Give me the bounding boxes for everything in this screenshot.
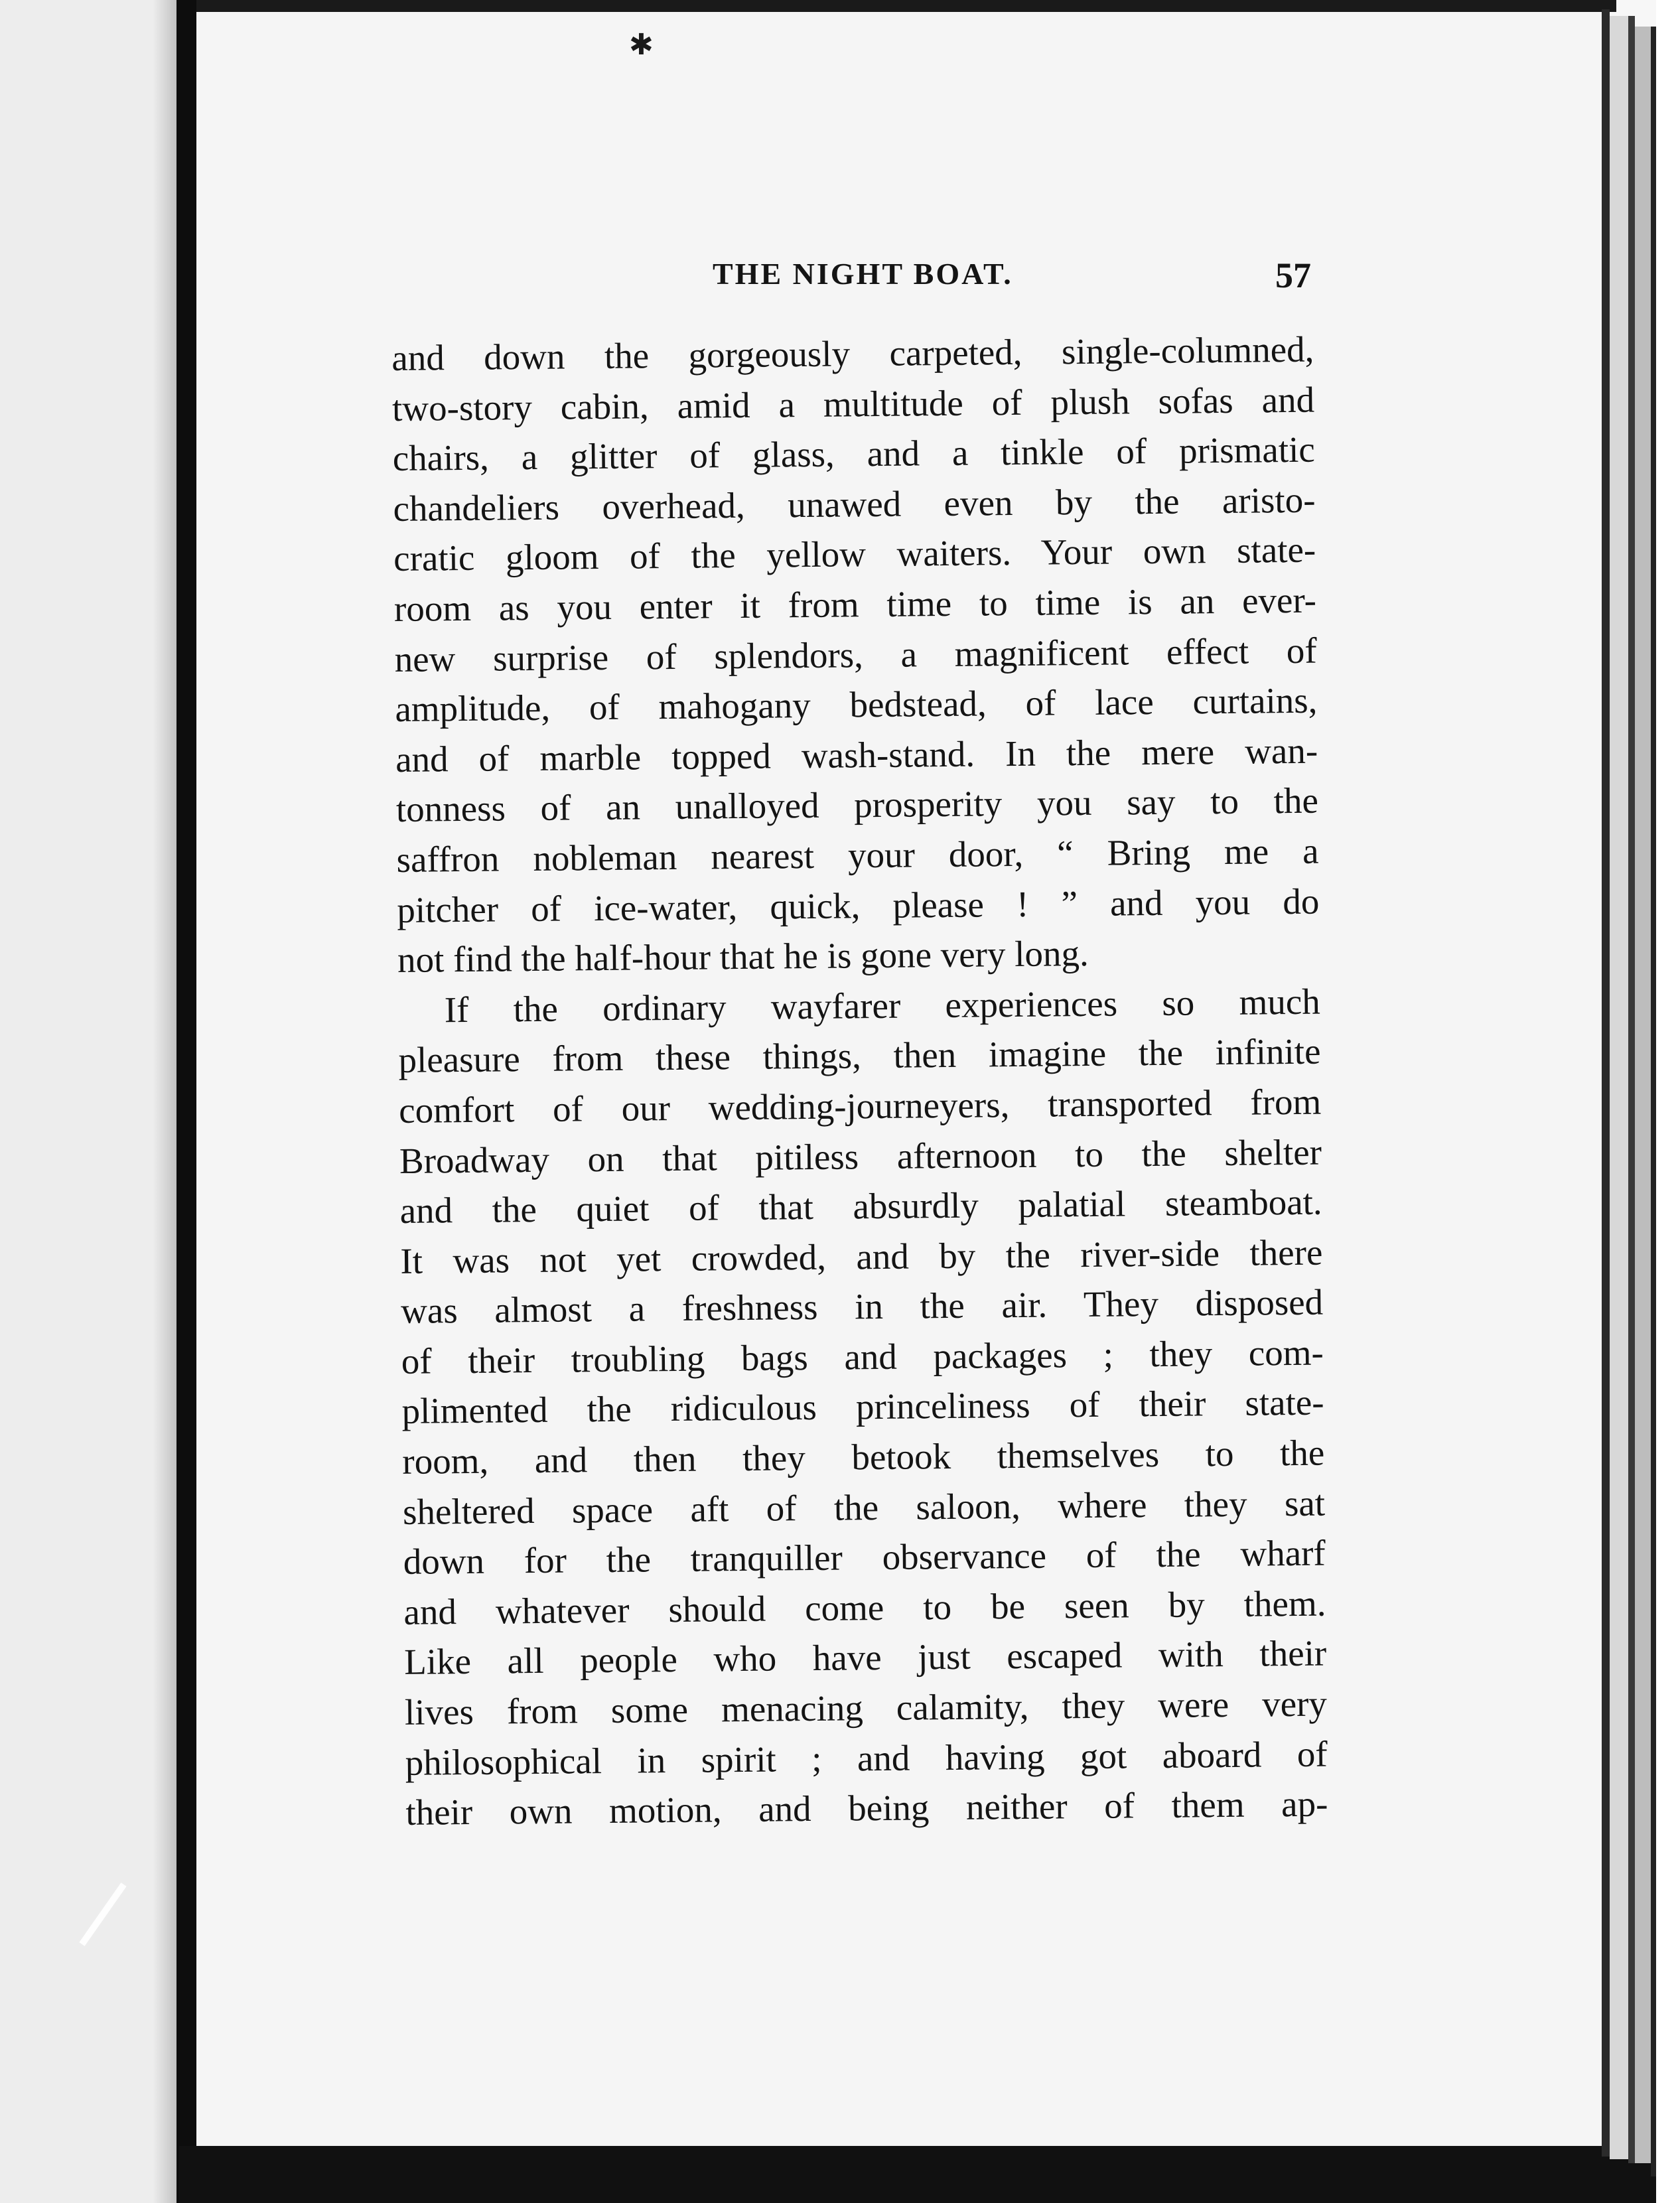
text-line: sheltered space aft of the saloon, where they sat bbox=[402, 1482, 1326, 1532]
paragraph bbox=[391, 324, 1320, 985]
text-line: amplitude, of mahogany bedstead, of lace curtains, bbox=[395, 679, 1318, 730]
text-line: and whatever should come to be seen by them. bbox=[403, 1583, 1326, 1632]
running-title: THE NIGHT BOAT. bbox=[713, 257, 1013, 291]
book-gutter bbox=[176, 0, 196, 2203]
text-line: pleasure from these things, then imagine the infinite bbox=[398, 1030, 1321, 1081]
text-line: pitcher of ice-water, quick, please ! ” and you do bbox=[397, 881, 1320, 930]
page-top-edge bbox=[196, 0, 1616, 12]
text-line: lives from some menacing calamity, they were very bbox=[404, 1683, 1328, 1733]
text-line: room as you enter it from time to time is an ever- bbox=[393, 579, 1317, 629]
ink-speck-icon: ✱ bbox=[629, 29, 654, 61]
text-line: comfort of our wedding-journeyers, transported from bbox=[398, 1081, 1322, 1131]
text-line: room, and then they betook themselves to the bbox=[402, 1432, 1325, 1482]
text-line: down for the tranquiller observance of the wharf bbox=[403, 1532, 1326, 1583]
text-line: and of marble topped wash-stand. In the mere wan- bbox=[395, 730, 1318, 780]
text-line: It was not yet crowded, and by the river-side there bbox=[400, 1232, 1323, 1281]
text-line: tonness of an unalloyed prosperity you say to the bbox=[395, 780, 1319, 830]
text-line: two-story cabin, amid a multitude of plush sofas and bbox=[391, 379, 1315, 429]
text-line: plimented the ridiculous princeliness of their state- bbox=[401, 1382, 1324, 1432]
text-line: philosophical in spirit ; and having got aboard of bbox=[405, 1733, 1328, 1783]
page-edge-line bbox=[1651, 27, 1656, 2176]
text-line: was almost a freshness in the air. They disposed bbox=[400, 1281, 1324, 1332]
page-number: 57 bbox=[1275, 255, 1311, 295]
page-edge-line bbox=[1602, 9, 1610, 2157]
text-line: chandeliers overhead, unawed even by the aristo- bbox=[393, 479, 1316, 529]
text-line: their own motion, and being neither of them ap- bbox=[405, 1783, 1328, 1833]
text-line: new surprise of splendors, a magnificent effect of bbox=[394, 630, 1317, 679]
text-line: of their troubling bags and packages ; they com- bbox=[401, 1332, 1324, 1382]
page-bottom-edge bbox=[179, 2146, 1680, 2203]
text-line: and down the gorgeously carpeted, single-columned, bbox=[391, 328, 1314, 378]
text-line: If the ordinary wayfarer experiences so much bbox=[444, 981, 1321, 1030]
text-line: and the quiet of that absurdly palatial steamboat. bbox=[399, 1181, 1322, 1232]
text-line: chairs, a glitter of glass, and a tinkle of prismatic bbox=[392, 429, 1316, 479]
paragraph bbox=[397, 976, 1328, 1837]
page-stack-edge bbox=[1610, 16, 1628, 2159]
text-line: Like all people who have just escaped with their bbox=[403, 1633, 1327, 1683]
page-edge-line bbox=[1628, 16, 1635, 2163]
body-text bbox=[391, 324, 1328, 1838]
text-line: saffron nobleman nearest your door, “ Bring me a bbox=[396, 830, 1319, 880]
page-stack-edge bbox=[1635, 27, 1651, 2163]
text-line: not find the half-hour that he is gone very long. bbox=[397, 933, 1089, 981]
gutter-shadow bbox=[153, 0, 176, 2203]
scan-margin bbox=[1656, 0, 1680, 2203]
text-line: cratic gloom of the yellow waiters. Your own state- bbox=[393, 530, 1316, 579]
text-line: Broadway on that pitiless afternoon to the shelter bbox=[399, 1131, 1322, 1181]
